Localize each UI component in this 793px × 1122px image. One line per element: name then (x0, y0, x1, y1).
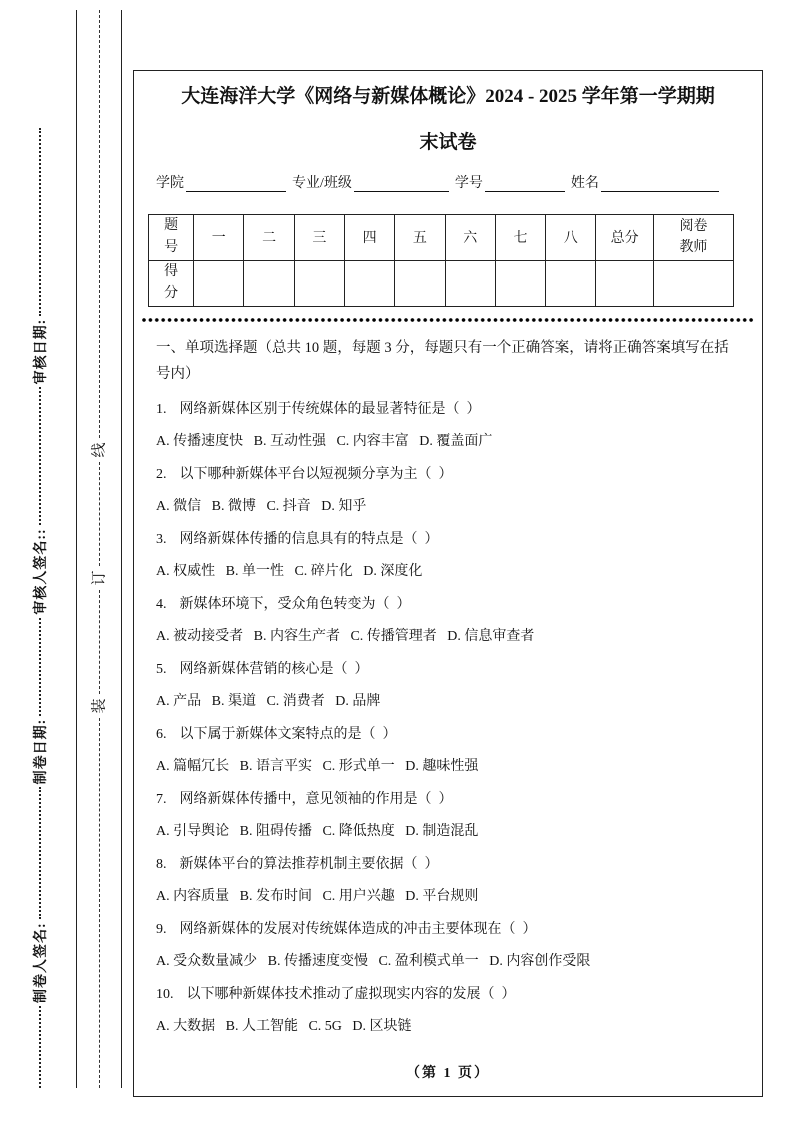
question-options: A. 权威性 B. 单一性 C. 碎片化 D. 深度化 (156, 564, 423, 580)
score-column-header: 一 (194, 215, 244, 261)
score-cell (395, 260, 445, 306)
question-text (156, 849, 740, 882)
review-date-label: 审核日期: (34, 318, 49, 385)
question-number: 5. (156, 661, 167, 677)
question-text (156, 459, 740, 492)
score-cell (653, 260, 733, 306)
questions-list (156, 394, 740, 1044)
binding-dashed-segment (99, 590, 100, 694)
student-id-label: 学号 (454, 176, 483, 191)
binding-dashed-segment (99, 10, 100, 438)
question-stem: 网络新媒体区别于传统媒体的最显著特征是（ ） (179, 401, 481, 417)
exam-title-line1: 大连海洋大学《网络与新媒体概论》2024 - 2025 学年第一学期期 (181, 86, 715, 107)
reviewer-signature-label: 审核人签名:: (34, 528, 49, 615)
score-cell (244, 260, 294, 306)
question-number: 6. (156, 726, 167, 742)
dotted-separator (142, 318, 754, 322)
question-stem: 网络新媒体传播的信息具有的特点是（ ） (179, 531, 439, 547)
score-cell (445, 260, 495, 306)
question-stem: 网络新媒体营销的核心是（ ） (179, 661, 369, 677)
question-options: A. 微信 B. 微博 C. 抖音 D. 知乎 (156, 499, 367, 515)
question-block (156, 849, 740, 914)
question-number: 10. (156, 986, 174, 1002)
question-text (156, 914, 740, 947)
question-block (156, 654, 740, 719)
score-column-header: 七 (495, 215, 545, 261)
question-stem: 网络新媒体传播中，意见领袖的作用是（ ） (179, 791, 453, 807)
signature-margin-column (16, 10, 64, 1088)
score-table (148, 214, 734, 307)
score-column-header: 四 (345, 215, 395, 261)
margin-separator-line-right (121, 10, 122, 1088)
score-column-header: 八 (546, 215, 596, 261)
question-text (156, 654, 740, 687)
question-number: 7. (156, 791, 167, 807)
student-id-fill-line (485, 176, 565, 192)
exam-title-line2: 末试卷 (419, 132, 477, 153)
question-options: A. 大数据 B. 人工智能 C. 5G D. 区块链 (156, 1019, 412, 1035)
score-column-header: 总分 (596, 215, 653, 261)
score-cell (546, 260, 596, 306)
score-cell (345, 260, 395, 306)
binding-char-ding: 订 (91, 570, 108, 586)
question-number: 4. (156, 596, 167, 612)
binding-dashed-segment (99, 462, 100, 566)
college-label: 学院 (156, 176, 184, 191)
paper-maker-date-label: 制卷日期: (34, 718, 49, 785)
question-text (156, 589, 740, 622)
question-text (156, 394, 740, 427)
question-options: A. 被动接受者 B. 内容生产者 C. 传播管理者 D. 信息审查者 (156, 629, 535, 645)
question-stem: 以下哪种新媒体平台以短视频分享为主（ ） (179, 466, 453, 482)
question-options: A. 引导舆论 B. 阻碍传播 C. 降低热度 D. 制造混乱 (156, 824, 479, 840)
score-header-row (149, 215, 734, 261)
question-number-header: 题号 (149, 215, 194, 261)
name-fill-line (601, 176, 719, 192)
question-block (156, 394, 740, 459)
student-info-row (156, 172, 740, 192)
binding-char-xian: 线 (91, 442, 108, 458)
question-number: 1. (156, 401, 167, 417)
question-stem: 新媒体平台的算法推荐机制主要依据（ ） (179, 856, 439, 872)
question-text (156, 784, 740, 817)
question-options: A. 受众数量减少 B. 传播速度变慢 C. 盈利模式单一 D. 内容创作受限 (156, 954, 591, 970)
score-cell (294, 260, 344, 306)
score-column-header: 五 (395, 215, 445, 261)
signature-dotted-line (39, 128, 41, 316)
question-stem: 新媒体环境下，受众角色转变为（ ） (179, 596, 411, 612)
signature-dotted-line (39, 618, 41, 716)
binding-char-zhuang: 装 (91, 698, 108, 714)
score-column-header: 三 (294, 215, 344, 261)
question-options: A. 产品 B. 渠道 C. 消费者 D. 品牌 (156, 694, 381, 710)
college-fill-line (186, 176, 286, 192)
question-text (156, 524, 740, 557)
question-number: 9. (156, 921, 167, 937)
score-column-header: 六 (445, 215, 495, 261)
question-options: A. 传播速度快 B. 互动性强 C. 内容丰富 D. 覆盖面广 (156, 434, 493, 450)
question-number: 3. (156, 531, 167, 547)
question-number: 8. (156, 856, 167, 872)
binding-dashed-segment (99, 718, 100, 1088)
question-block (156, 784, 740, 849)
page-number: （第 1 页） (406, 1066, 490, 1081)
question-stem: 以下哪种新媒体技术推动了虚拟现实内容的发展（ ） (186, 986, 516, 1002)
question-stem: 网络新媒体的发展对传统媒体造成的冲击主要体现在（ ） (179, 921, 537, 937)
exam-sheet (133, 70, 763, 1097)
score-cell (596, 260, 653, 306)
question-number: 2. (156, 466, 167, 482)
question-options: A. 内容质量 B. 发布时间 C. 用户兴趣 D. 平台规则 (156, 889, 479, 905)
question-block (156, 979, 740, 1044)
score-column-header: 阅卷教师 (653, 215, 733, 261)
major-class-fill-line (354, 176, 449, 192)
question-block (156, 589, 740, 654)
major-class-label: 专业/班级 (292, 176, 352, 191)
score-cell (495, 260, 545, 306)
question-block (156, 459, 740, 524)
section-heading: 一、单项选择题（总共 10 题，每题 3 分，每题只有一个正确答案，请将正确答案填写在括号内） (156, 339, 729, 382)
question-text (156, 979, 740, 1012)
score-cell (194, 260, 244, 306)
question-block (156, 914, 740, 979)
question-options: A. 篇幅冗长 B. 语言平实 C. 形式单一 D. 趣味性强 (156, 759, 479, 775)
question-block (156, 719, 740, 784)
score-value-row (149, 260, 734, 306)
score-row-label: 得分 (149, 260, 194, 306)
binding-line-column (77, 10, 122, 1088)
name-label: 姓名 (570, 176, 599, 191)
question-block (156, 524, 740, 589)
signature-dotted-line (39, 1006, 41, 1088)
score-column-header: 二 (244, 215, 294, 261)
paper-maker-signature-label: 制卷人签名: (34, 922, 49, 1003)
signature-dotted-line (39, 387, 41, 525)
question-text (156, 719, 740, 752)
question-stem: 以下属于新媒体文案特点的是（ ） (179, 726, 397, 742)
signature-dotted-line (39, 787, 41, 919)
